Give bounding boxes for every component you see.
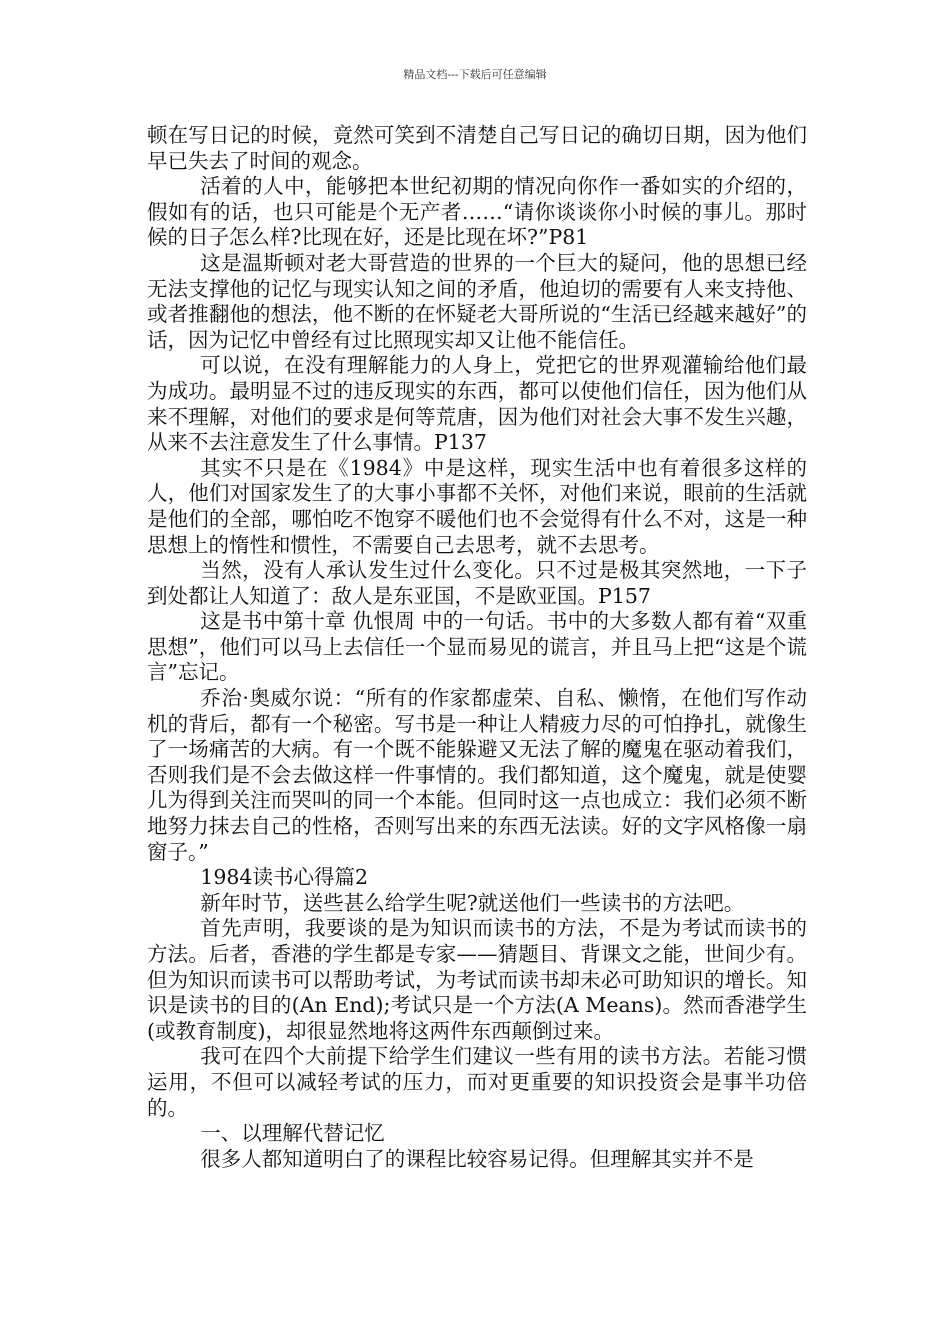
paragraph: 乔治·奥威尔说：“所有的作家都虚荣、自私、懒惰，在他们写作动机的背后，都有一个秘密。写书是一种让人精疲力尽的可怕挣扎，就像生了一场痛苦的大病。有一个既不能躲避又无法了解的魔鬼在驱动着我们，否则我们是不会去做这样一件事情的。我们都知道，这个魔鬼，就是使婴儿为得到关注而哭叫的同一个本能。但同时这一点也成立：我们必须不断地努力抹去自己的性格，否则写出来的东西无法读。好的文字风格像一扇窗子。”: [147, 686, 807, 864]
page-header: 精品文档---下载后可任意编辑: [403, 68, 547, 81]
paragraph: 活着的人中，能够把本世纪初期的情况向你作一番如实的介绍的，假如有的话，也只可能是个无产者……“请你谈谈你小时候的事儿。那时候的日子怎么样?比现在好，还是比现在坏?”P81: [147, 174, 807, 250]
section-heading: 1984读书心得篇2: [200, 865, 369, 890]
paragraph: 顿在写日记的时候，竟然可笑到不清楚自己写日记的确切日期，因为他们早已失去了时间的观念。: [147, 123, 807, 173]
paragraph: 这是书中第十章 仇恨周 中的一句话。书中的大多数人都有着“双重思想”，他们可以马上去信任一个显而易见的谎言，并且马上把“这是个谎言”忘记。: [147, 609, 807, 685]
paragraph: 新年时节，送些甚么给学生呢?就送他们一些读书的方法吧。: [200, 890, 745, 915]
paragraph: 其实不只是在《1984》中是这样，现实生活中也有着很多这样的人，他们对国家发生了的大事小事都不关怀，对他们来说，眼前的生活就是他们的全部，哪怕吃不饱穿不暖他们也不会觉得有什么不对，这是一种思想上的惰性和惯性，不需要自己去思考，就不去思考。: [147, 455, 807, 557]
paragraph: 当然，没有人承认发生过什么变化。只不过是极其突然地，一下子到处都让人知道了：敌人是东亚国，不是欧亚国。P157: [147, 558, 807, 608]
paragraph: 我可在四个大前提下给学生们建议一些有用的读书方法。若能习惯运用，不但可以减轻考试的压力，而对更重要的知识投资会是事半功倍的。: [147, 1044, 807, 1120]
paragraph: 很多人都知道明白了的课程比较容易记得。但理解其实并不是: [200, 1146, 754, 1171]
paragraph: 可以说，在没有理解能力的人身上，党把它的世界观灌输给他们最为成功。最明显不过的违反现实的东西，都可以使他们信任，因为他们从来不理解，对他们的要求是何等荒唐，因为他们对社会大事不发生兴趣，从来不去注意发生了什么事情。P137: [147, 353, 807, 455]
section-heading: 一、以理解代替记忆: [200, 1121, 385, 1146]
paragraph: 首先声明，我要谈的是为知识而读书的方法，不是为考试而读书的方法。后者，香港的学生都是专家——猜题目、背课文之能，世间少有。但为知识而读书可以帮助考试，为考试而读书却未必可助知识的增长。知识是读书的目的(An End);考试只是一个方法(A Means)。然而香港学生(或教育制度)，却很显然地将这两件东西颠倒过来。: [147, 916, 807, 1043]
paragraph: 这是温斯顿对老大哥营造的世界的一个巨大的疑问，他的思想已经无法支撑他的记忆与现实认知之间的矛盾，他迫切的需要有人来支持他、或者推翻他的想法，他不断的在怀疑老大哥所说的“生活已经越来越好”的话，因为记忆中曾经有过比照现实却又让他不能信任。: [147, 250, 807, 352]
document-body: [147, 123, 807, 1172]
